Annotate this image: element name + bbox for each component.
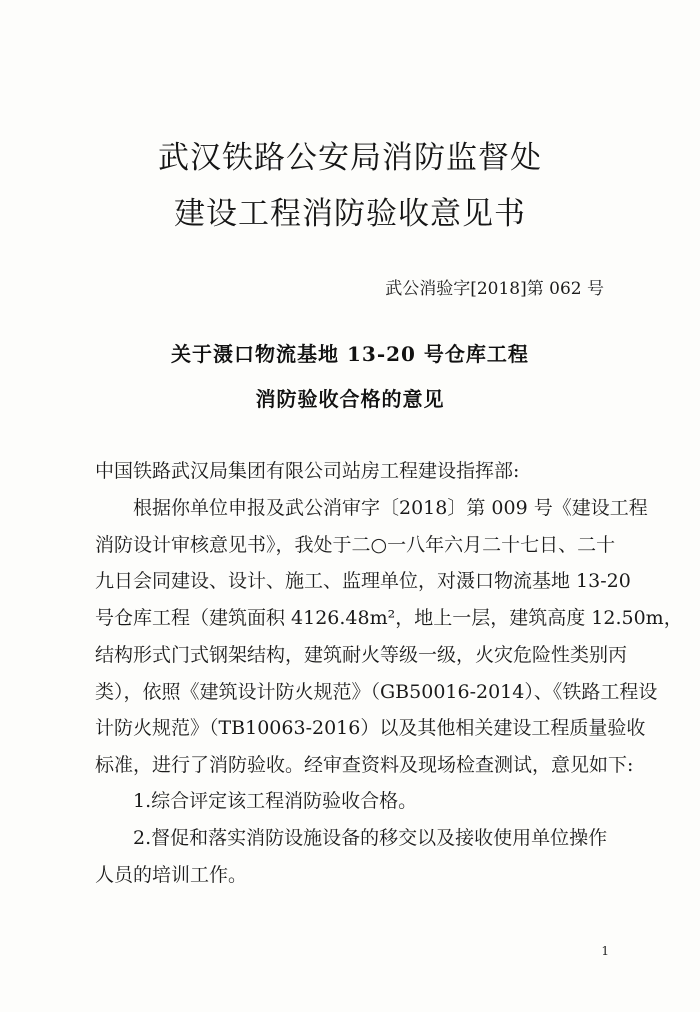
list-item: 1.综合评定该工程消防验收合格。 (95, 790, 418, 812)
paragraph-line: 标准，进行了消防验收。经审查资料及现场检查测试，意见如下: (95, 754, 634, 776)
subject-line: 关于滠口物流基地 13-20 号仓库工程 (171, 342, 529, 366)
paragraph-line: 消防设计审核意见书》，我处于二○一八年六月二十七日、二十 (95, 534, 616, 556)
paragraph-line: 计防火规范》（TB10063-2016）以及其他相关建设工程质量验收 (95, 717, 646, 739)
paragraph-line: 九日会同建设、设计、施工、监理单位，对滠口物流基地 13-20 (95, 570, 631, 592)
document-title: 建设工程消防验收意见书 (174, 196, 526, 232)
paragraph-line: 根据你单位申报及武公消审字〔2018〕第 009 号《建设工程 (95, 497, 648, 519)
document-number: 武公消验字[2018]第 062 号 (385, 279, 604, 299)
paragraph-line: 结构形式门式钢架结构，建筑耐火等级一级，火灾危险性类别丙 (95, 644, 628, 666)
paragraph-line: 类），依照《建筑设计防火规范》（GB50016-2014）、《铁路工程设 (95, 681, 658, 703)
paragraph-line: 号仓库工程（建筑面积 4126.48m²，地上一层，建筑高度 12.50m， (95, 607, 683, 629)
organization-title: 武汉铁路公安局消防监督处 (158, 140, 542, 176)
subject-line: 消防验收合格的意见 (255, 387, 445, 411)
list-item: 人员的培训工作。 (95, 864, 248, 886)
page-number: 1 (601, 944, 609, 958)
addressee: 中国铁路武汉局集团有限公司站房工程建设指挥部: (95, 460, 520, 482)
list-item: 2.督促和落实消防设施设备的移交以及接收使用单位操作 (95, 827, 608, 849)
